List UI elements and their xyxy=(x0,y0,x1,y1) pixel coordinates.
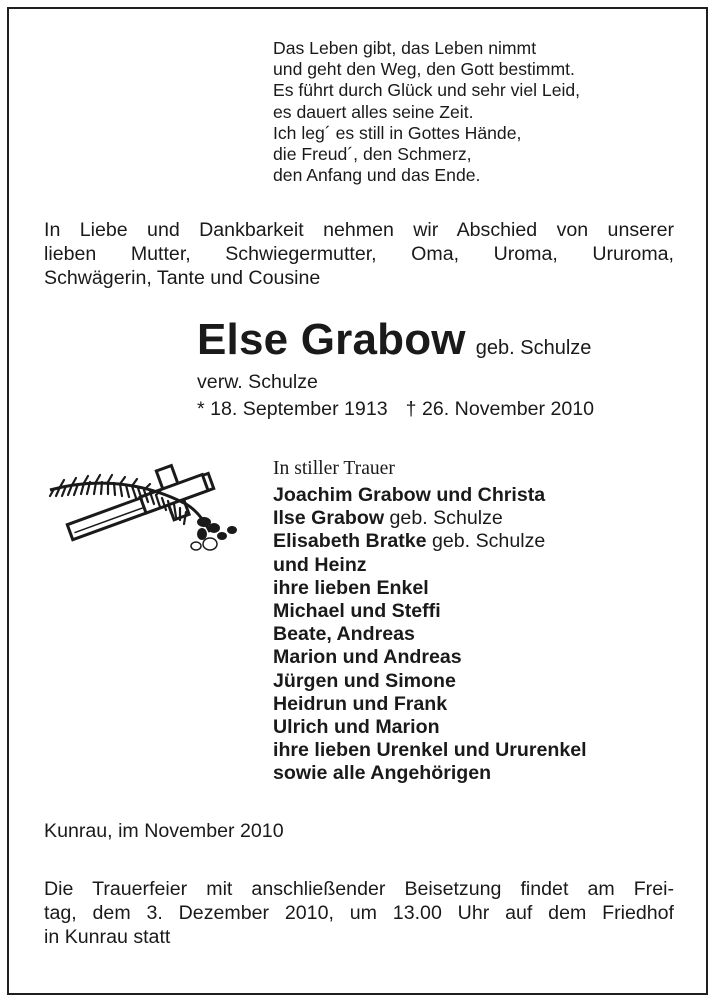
poem-line: Es führt durch Glück und sehr viel Leid, xyxy=(273,80,581,101)
mourner-name: Elisabeth Bratke xyxy=(273,530,427,553)
mourner-name: Michael und Steffi xyxy=(273,600,441,623)
mourner-line xyxy=(273,739,587,762)
mourner-line xyxy=(273,507,587,530)
intro-line: In Liebe und Dankbarkeit nehmen wir Abschied von unserer xyxy=(44,219,674,241)
poem-line: und geht den Weg, den Gott bestimmt. xyxy=(273,59,575,80)
mourner-name: Ulrich und Marion xyxy=(273,716,440,739)
mourner-name: Beate, Andreas xyxy=(273,623,415,646)
mourner-name: sowie alle Angehörigen xyxy=(273,762,492,785)
poem xyxy=(273,38,580,186)
mourner-line xyxy=(273,693,587,716)
cross-with-palm-branch-icon xyxy=(46,462,240,558)
born-name: geb. Schulze xyxy=(475,337,592,359)
deceased-name-line xyxy=(197,315,591,365)
mourners-list xyxy=(273,457,587,786)
mourner-name: ihre lieben Enkel xyxy=(273,576,429,599)
poem-line: es dauert alles seine Zeit. xyxy=(273,101,474,122)
poem-line: Das Leben gibt, das Leben nimmt xyxy=(273,38,537,58)
mourner-note: geb. Schulze xyxy=(384,507,503,530)
funeral-line: tag, dem 3. Dezember 2010, um 13.00 Uhr auf dem Friedhof xyxy=(44,902,674,924)
funeral-line: in Kunrau statt xyxy=(44,926,171,948)
mourner-line xyxy=(273,600,587,623)
death-date: † 26. November 2010 xyxy=(405,398,595,420)
mourner-line xyxy=(273,530,587,553)
mourner-name: Joachim Grabow und Christa xyxy=(273,484,546,506)
mourner-name: Heidrun und Frank xyxy=(273,692,448,715)
place-date: Kunrau, im November 2010 xyxy=(44,820,284,842)
mourner-name: Ilse Grabow xyxy=(273,507,385,530)
intro-line: Schwägerin, Tante und Cousine xyxy=(44,267,321,289)
poem-line: die Freud´, den Schmerz, xyxy=(273,144,472,165)
mourner-line xyxy=(273,716,587,739)
birth-date: * 18. September 1913 xyxy=(197,398,388,420)
mourner-line xyxy=(273,623,587,646)
mourner-name: und Heinz xyxy=(273,553,367,576)
poem-line: den Anfang und das Ende. xyxy=(273,165,481,186)
mourner-line xyxy=(273,646,587,669)
mourner-line xyxy=(273,762,587,785)
poem-line: Ich leg´ es still in Gottes Hände, xyxy=(273,122,522,143)
deceased-name: Else Grabow xyxy=(197,315,466,364)
funeral-notice xyxy=(44,877,674,949)
widowed-name: verw. Schulze xyxy=(197,371,318,393)
mourner-note: geb. Schulze xyxy=(426,530,546,553)
intro-line: lieben Mutter, Schwiegermutter, Oma, Uroma, Ururoma, xyxy=(44,243,674,265)
mourning-heading: In stiller Trauer xyxy=(273,458,395,479)
mourner-line xyxy=(273,484,587,507)
mourner-line xyxy=(273,554,587,577)
mourner-line xyxy=(273,670,587,693)
life-dates xyxy=(197,398,594,421)
funeral-line: Die Trauerfeier mit anschließender Beisetzung findet am Frei- xyxy=(44,878,674,900)
mourner-name: Jürgen und Simone xyxy=(273,669,456,692)
mourner-line xyxy=(273,577,587,600)
mourner-name: ihre lieben Urenkel und Ururenkel xyxy=(273,739,587,762)
farewell-intro xyxy=(44,218,674,290)
mourner-name: Marion und Andreas xyxy=(273,646,462,669)
